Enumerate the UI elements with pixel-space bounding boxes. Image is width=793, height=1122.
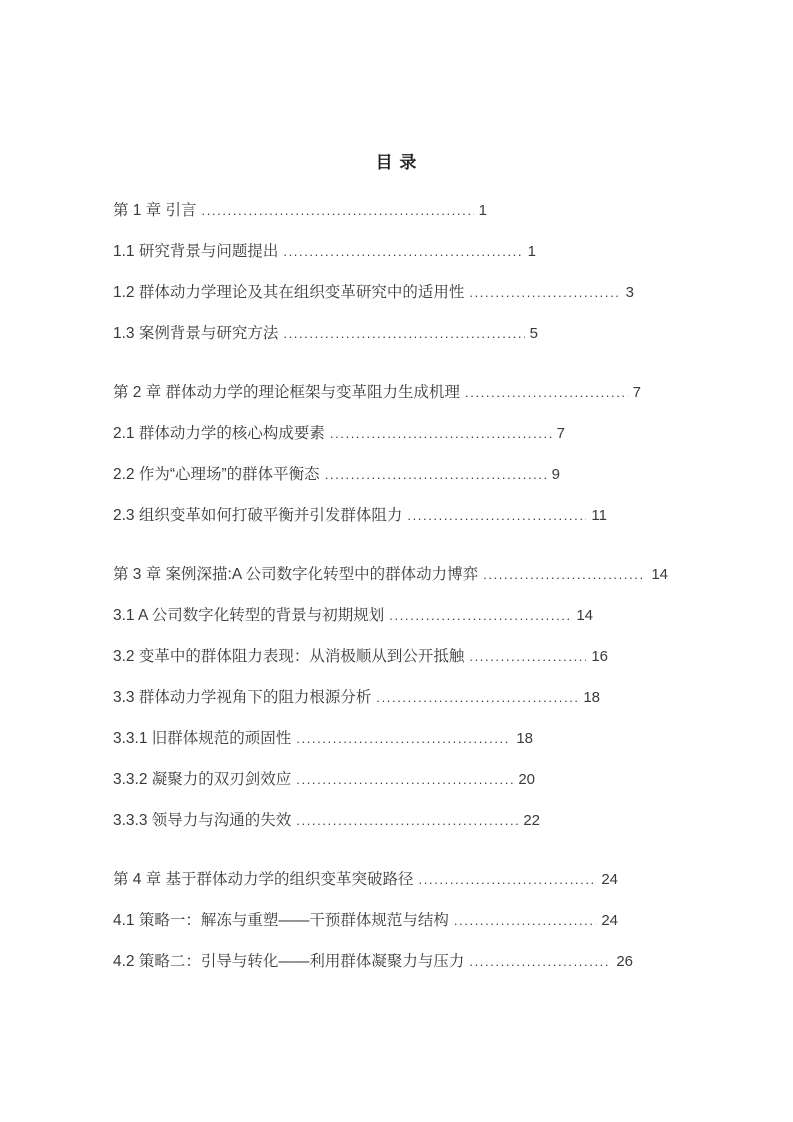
toc-entry-4-2	[113, 951, 633, 972]
toc-entry-page: 5	[529, 325, 538, 342]
toc-entry-label: 1.2 群体动力学理论及其在组织变革研究中的适用性	[113, 284, 465, 301]
dot-leader	[296, 728, 511, 749]
toc-entry-label: 3.1 A 公司数字化转型的背景与初期规划	[113, 607, 385, 624]
toc-entry-4-1	[113, 910, 618, 931]
toc-entry-page: 24	[601, 912, 618, 929]
toc-entry-label: 2.3 组织变革如何打破平衡并引发群体阻力	[113, 507, 403, 524]
toc-entry-3-2	[113, 646, 608, 667]
toc-entry-label: 4.2 策略二：引导与转化——利用群体凝聚力与压力	[113, 953, 465, 970]
toc-entry-page: 24	[601, 871, 618, 888]
toc-entry-label: 1.3 案例背景与研究方法	[113, 325, 279, 342]
toc-entry-label: 2.2 作为“心理场”的群体平衡态	[113, 466, 320, 483]
toc-entry-3-1	[113, 605, 593, 626]
toc-entry-label: 3.3.3 领导力与沟通的失效	[113, 812, 292, 829]
toc-entry-page: 22	[523, 812, 540, 829]
toc-entry-page: 1	[478, 202, 487, 219]
dot-leader	[296, 769, 513, 790]
dot-leader	[202, 200, 474, 221]
page-title: 目 录	[375, 153, 418, 172]
toc-entry-label: 2.1 群体动力学的核心构成要素	[113, 425, 325, 442]
toc-entry-page: 20	[518, 771, 535, 788]
toc-entry-3-3-1	[113, 728, 533, 749]
dot-leader	[469, 646, 586, 667]
toc-entry-ch3	[113, 564, 668, 585]
toc-entry-page: 7	[632, 384, 641, 401]
toc-entry-label: 第 1 章 引言	[113, 202, 197, 219]
toc-entry-page: 1	[527, 243, 536, 260]
toc-entry-page: 16	[591, 648, 608, 665]
toc-entry-page: 9	[551, 466, 560, 483]
toc-entry-ch2	[113, 382, 641, 403]
toc-entry-page: 14	[576, 607, 593, 624]
dot-leader	[283, 323, 524, 344]
toc-entry-2-1	[113, 423, 565, 444]
toc-entry-label: 第 4 章 基于群体动力学的组织变革突破路径	[113, 871, 414, 888]
toc-entry-1-2	[113, 282, 634, 303]
table-of-contents	[113, 200, 680, 972]
toc-entry-label: 4.1 策略一：解冻与重塑——干预群体规范与结构	[113, 912, 449, 929]
toc-entry-2-2	[113, 464, 560, 485]
dot-leader	[376, 687, 578, 708]
toc-entry-3-3	[113, 687, 600, 708]
toc-entry-page: 18	[516, 730, 533, 747]
toc-entry-page: 3	[625, 284, 634, 301]
toc-entry-label: 1.1 研究背景与问题提出	[113, 243, 279, 260]
toc-entry-ch1	[113, 200, 487, 221]
dot-leader	[330, 423, 552, 444]
toc-entry-label: 第 2 章 群体动力学的理论框架与变革阻力生成机理	[113, 384, 461, 401]
page-content	[113, 152, 680, 972]
dot-leader	[469, 282, 620, 303]
toc-entry-label: 3.3 群体动力学视角下的阻力根源分析	[113, 689, 372, 706]
dot-leader	[419, 869, 597, 890]
toc-entry-label: 3.3.1 旧群体规范的顽固性	[113, 730, 292, 747]
dot-leader	[407, 505, 586, 526]
toc-entry-3-3-3	[113, 810, 540, 831]
toc-entry-1-3	[113, 323, 538, 344]
toc-entry-3-3-2	[113, 769, 535, 790]
toc-entry-2-3	[113, 505, 607, 526]
dot-leader	[296, 810, 518, 831]
dot-leader	[389, 605, 571, 626]
dot-leader	[483, 564, 646, 585]
toc-entry-page: 7	[556, 425, 565, 442]
toc-entry-ch4	[113, 869, 618, 890]
toc-entry-page: 26	[616, 953, 633, 970]
toc-entry-label: 第 3 章 案例深描:A 公司数字化转型中的群体动力博弈	[113, 566, 479, 583]
toc-entry-page: 14	[651, 566, 668, 583]
dot-leader	[325, 464, 547, 485]
dot-leader	[283, 241, 522, 262]
toc-entry-1-1	[113, 241, 536, 262]
dot-leader	[454, 910, 596, 931]
toc-entry-label: 3.3.2 凝聚力的双刃剑效应	[113, 771, 292, 788]
dot-leader	[469, 951, 611, 972]
toc-entry-page: 18	[583, 689, 600, 706]
toc-entry-label: 3.2 变革中的群体阻力表现：从消极顺从到公开抵触	[113, 648, 465, 665]
toc-entry-page: 11	[591, 507, 607, 524]
dot-leader	[465, 382, 628, 403]
